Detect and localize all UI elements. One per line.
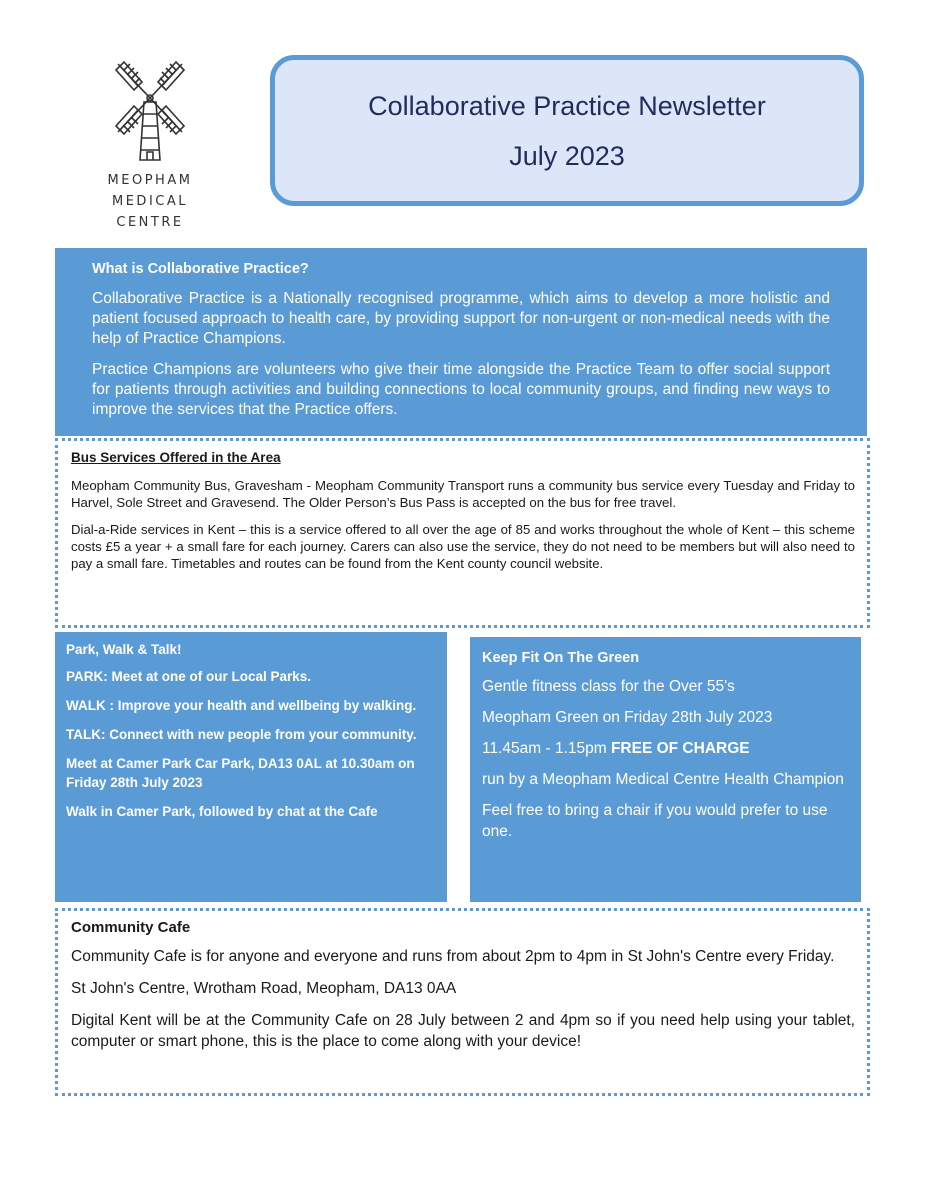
- park-line: PARK: Meet at one of our Local Parks.: [66, 669, 312, 684]
- newsletter-title: Collaborative Practice Newsletter: [368, 91, 766, 121]
- what-is-paragraph-1: Collaborative Practice is a Nationally recognised programme, which aims to develop a more holistic and patient focused approach to health care, by providing support for non-urgent or non-medical needs with the help of Practice Champions.: [92, 290, 830, 347]
- meet-line: Meet at Camer Park Car Park, DA13 0AL at 10.30am on Friday 28th July 2023: [66, 756, 415, 790]
- what-is-paragraph-2: Practice Champions are volunteers who give their time alongside the Practice Team to offer social support for patients through activities and building connections to local community groups, and finding new ways to improve the services that the Practice offers.: [92, 361, 830, 418]
- windmill-icon: [110, 60, 190, 166]
- keep-fit-line-5: Feel free to bring a chair if you would prefer to use one.: [482, 802, 828, 840]
- logo-line-1: MEOPHAM: [107, 173, 193, 188]
- bus-paragraph-1: Meopham Community Bus, Gravesham - Meopham Community Transport runs a community bus service every Tuesday and Friday to Harvel, Sole Street and Gravesend. The Older Person’s Bus Pass is accepted on the bus for free travel.: [71, 478, 855, 510]
- practice-logo: [95, 60, 205, 240]
- logo-line-3: CENTRE: [116, 215, 184, 230]
- what-is-section: [55, 248, 867, 436]
- keep-fit-line-1: Gentle fitness class for the Over 55's: [482, 678, 735, 695]
- park-walk-talk-section: [55, 632, 447, 902]
- newsletter-header: [270, 55, 864, 206]
- keep-fit-line-4: run by a Meopham Medical Centre Health Champion: [482, 771, 844, 788]
- talk-line: TALK: Connect with new people from your community.: [66, 727, 417, 742]
- logo-line-2: MEDICAL: [112, 194, 188, 209]
- park-title: Park, Walk & Talk!: [66, 642, 182, 657]
- bus-paragraph-2: Dial-a-Ride services in Kent – this is a service offered to all over the age of 85 and works throughout the whole of Kent – this scheme costs £5 a year + a small fare for each journey. Carers can also use the service, they do not need to be members but will also need to pay a small fare. Timetables and routes can be found from the Kent county council website.: [71, 522, 855, 571]
- keep-fit-time: 11.45am - 1.15pm: [482, 740, 611, 757]
- bus-services-heading: Bus Services Offered in the Area: [71, 450, 281, 465]
- keep-fit-title: Keep Fit On The Green: [482, 650, 640, 666]
- cafe-paragraph-1: Community Cafe is for anyone and everyone and runs from about 2pm to 4pm in St John's Centre every Friday.: [71, 948, 835, 965]
- keep-fit-section: [470, 637, 861, 902]
- cafe-title: Community Cafe: [71, 919, 191, 936]
- bus-services-section: [55, 438, 870, 628]
- what-is-heading: What is Collaborative Practice?: [92, 261, 309, 277]
- walk-line: WALK : Improve your health and wellbeing by walking.: [66, 698, 417, 713]
- community-cafe-section: [55, 908, 870, 1096]
- walk-in-line: Walk in Camer Park, followed by chat at the Cafe: [66, 804, 378, 819]
- free-of-charge: FREE OF CHARGE: [610, 740, 750, 757]
- newsletter-date: July 2023: [509, 141, 625, 171]
- keep-fit-line-2: Meopham Green on Friday 28th July 2023: [482, 709, 773, 726]
- cafe-address: St John's Centre, Wrotham Road, Meopham, DA13 0AA: [71, 980, 457, 997]
- keep-fit-time-line: [482, 738, 849, 759]
- cafe-paragraph-3: Digital Kent will be at the Community Cafe on 28 July between 2 and 4pm so if you need help using your tablet, computer or smart phone, this is the place to come along with your device!: [71, 1012, 855, 1050]
